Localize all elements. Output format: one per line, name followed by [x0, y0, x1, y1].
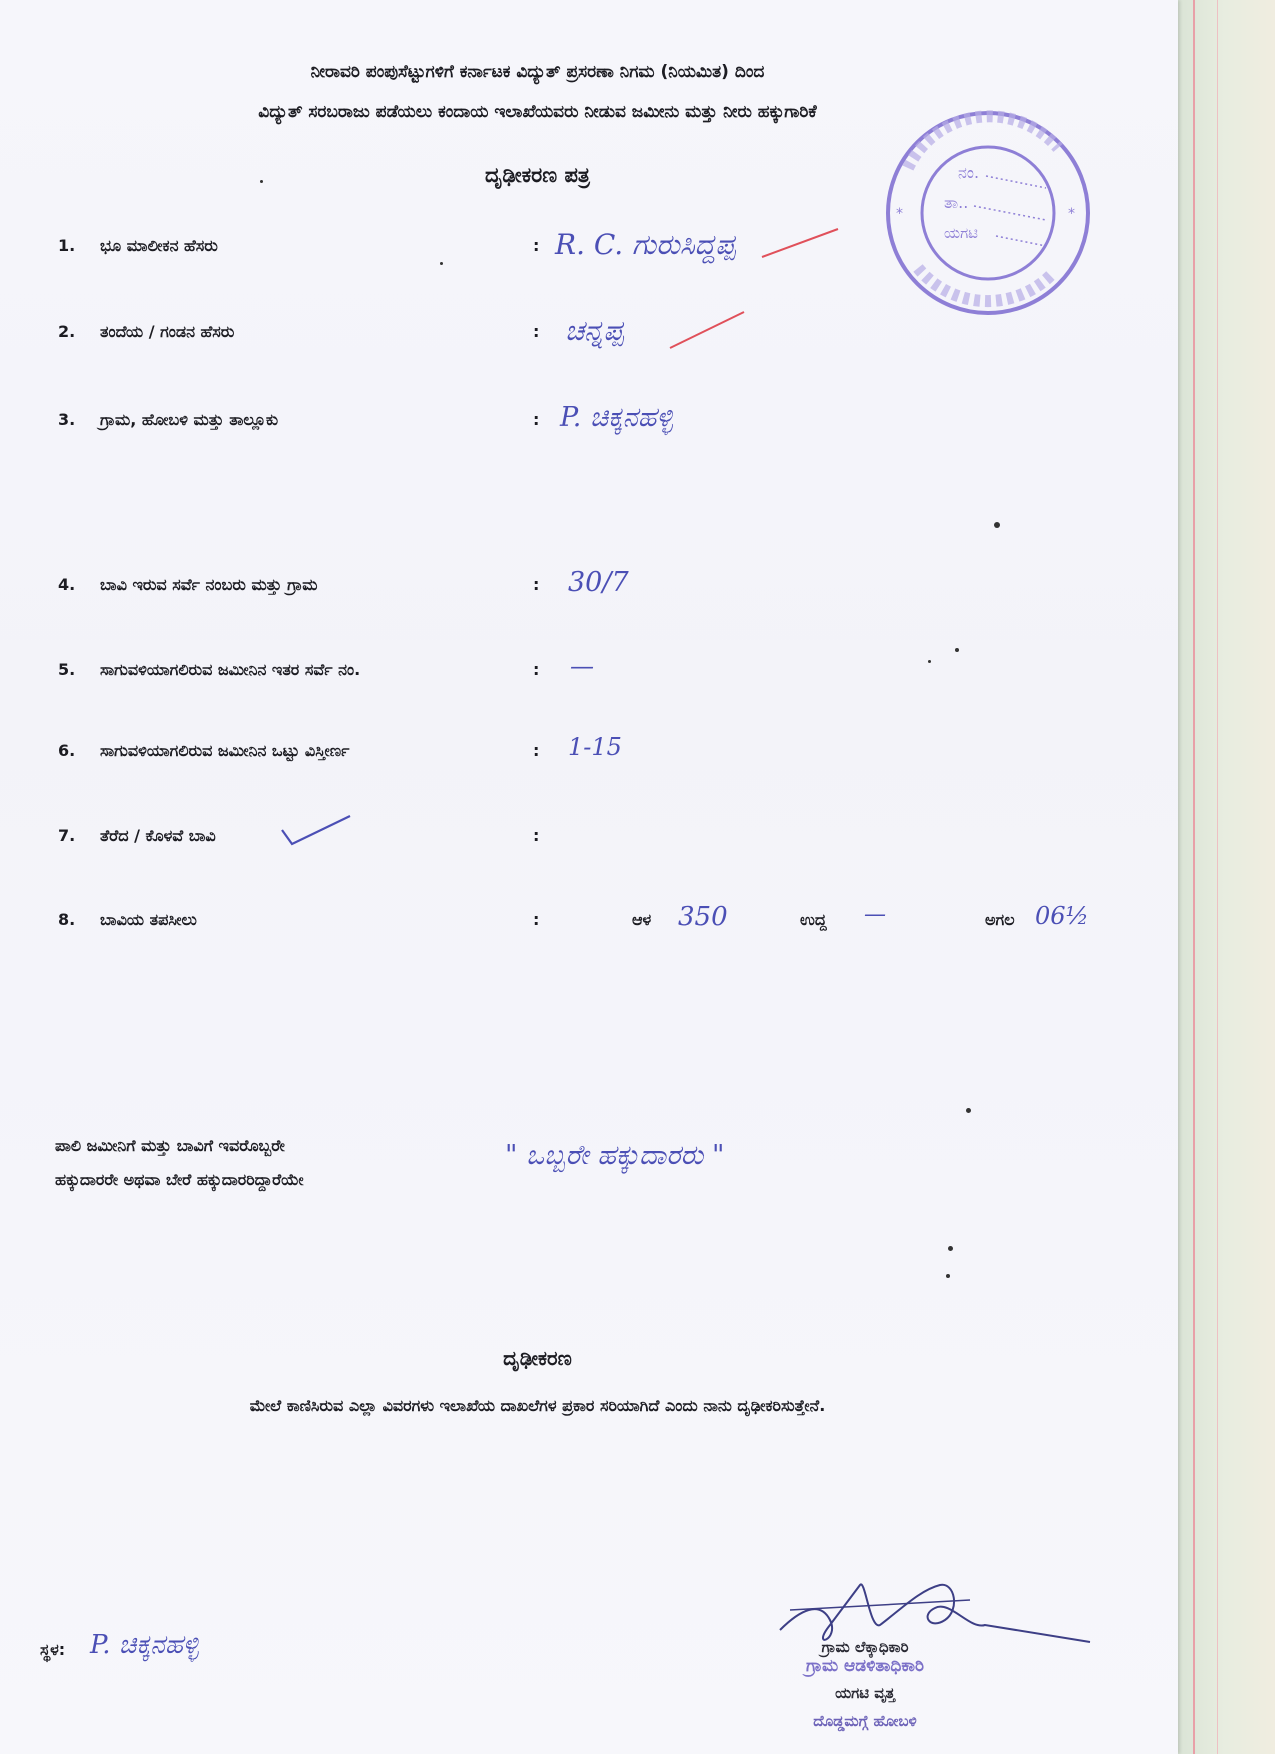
field-label: ತೆರೆದ / ಕೊಳವೆ ಬಾವಿ [100, 826, 216, 845]
place-label: ಸ್ಥಳ: [40, 1640, 66, 1659]
field-row-village [0, 402, 1178, 444]
place-value: P. ಚಿಕ್ಕನಹಳ್ಳಿ [90, 1630, 199, 1660]
field-label: ಭೂ ಮಾಲೀಕನ ಹೆಸರು [100, 236, 218, 255]
document-title: ದೃಢೀಕರಣ ಪತ್ರ [485, 163, 590, 187]
father-name-value: ಚನ್ನಪ್ಪ [565, 314, 624, 347]
svg-text:*: * [896, 206, 903, 222]
owner-name-value: R. C. ಗುರುಸಿದ್ದಪ್ಪ [555, 228, 736, 261]
field-label: ಬಾವಿಯ ತಪಸೀಲು [100, 910, 197, 929]
field-row-other-survey [0, 652, 1178, 694]
declaration-title: ದೃಢೀಕರಣ [503, 1346, 572, 1370]
field-colon: : [533, 660, 540, 679]
scan-speck [946, 1274, 950, 1278]
field-number: 6. [58, 741, 76, 760]
margin-line [1193, 0, 1195, 1754]
depth-value: 350 [678, 902, 728, 932]
scan-speck [260, 180, 263, 183]
field-row-survey-number [0, 567, 1178, 609]
field-number: 7. [58, 826, 76, 845]
field-label: ತಂದೆಯ / ಗಂಡನ ಹೆಸರು [100, 322, 235, 341]
official-circle: ಯಗಟಿ ವೃತ್ತ [835, 1684, 895, 1702]
declaration-text: ಮೇಲೆ ಕಾಣಿಸಿರುವ ಎಲ್ಲಾ ವಿವರಗಳು ಇಲಾಖೆಯ ದಾಖಲೆಗಳ ಪ್ರಕಾರ ಸರಿಯಾಗಿದೆ ಎಂದು ನಾನು ದೃಢೀಕರಿಸುತ್ತೇನೆ. [249, 1396, 826, 1415]
field-colon: : [533, 575, 540, 594]
survey-number-value: 30/7 [568, 567, 629, 598]
official-designation-line-1: ಗ್ರಾಮ ಲೆಕ್ಕಾಧಿಕಾರಿ [821, 1638, 909, 1656]
field-label: ಸಾಗುವಳಿಯಾಗಲಿರುವ ಜಮೀನಿನ ಇತರ ಸರ್ವೆ ನಂ. [100, 660, 361, 679]
field-number: 4. [58, 575, 76, 594]
ownership-question-line-2: ಹಕ್ಕುದಾರರೇ ಅಥವಾ ಬೇರೆ ಹಕ್ಕುದಾರರಿದ್ದಾರೆಯೇ [55, 1170, 304, 1189]
field-colon: : [533, 741, 540, 760]
field-row-total-area [0, 733, 1178, 775]
depth-label: ಆಳ [632, 910, 652, 929]
field-colon: : [533, 826, 540, 845]
length-value: — [864, 902, 886, 927]
field-label: ಬಾವಿ ಇರುವ ಸರ್ವೆ ನಂಬರು ಮತ್ತು ಗ್ರಾಮ [100, 575, 318, 594]
scan-speck [966, 1108, 971, 1113]
check-mark-icon [280, 812, 352, 850]
field-label: ಗ್ರಾಮ, ಹೋಬಳಿ ಮತ್ತು ತಾಲ್ಲೂಕು [100, 410, 279, 429]
village-value: P. ಚಿಕ್ಕನಹಳ್ಳಿ [560, 402, 673, 433]
scan-speck [928, 660, 931, 663]
field-number: 1. [58, 236, 76, 255]
width-label: ಅಗಲ [985, 910, 1015, 929]
stamp-text-no: ನಂ. [958, 163, 980, 182]
length-label: ಉದ್ದ [800, 910, 827, 929]
svg-text:*: * [1068, 206, 1075, 222]
background-folder [1175, 0, 1275, 1754]
red-tick-mark [760, 225, 840, 265]
scan-speck [955, 648, 959, 652]
header-line-1: ನೀರಾವರಿ ಪಂಪುಸೆಟ್ಟುಗಳಿಗೆ ಕರ್ನಾಟಕ ವಿದ್ಯುತ್ ಪ್ರಸರಣಾ ನಿಗಮ (ನಿಯಮಿತ) ದಿಂದ [310, 62, 765, 82]
official-hobli: ದೊಡ್ಡಮಗ್ಗೆ ಹೋಬಳಿ [813, 1712, 917, 1730]
total-area-value: 1-15 [568, 733, 622, 761]
scan-speck [948, 1246, 953, 1251]
official-designation-stamp: ಗ್ರಾಮ ಆಡಳಿತಾಧಿಕಾರಿ [806, 1656, 924, 1676]
field-colon: : [533, 910, 540, 929]
field-number: 3. [58, 410, 76, 429]
field-number: 5. [58, 660, 76, 679]
field-label: ಸಾಗುವಳಿಯಾಗಲಿರುವ ಜಮೀನಿನ ಒಟ್ಟು ವಿಸ್ತೀರ್ಣ [100, 741, 350, 760]
field-colon: : [533, 322, 540, 341]
stamp-text-taluk: ತಾ.. [944, 193, 969, 212]
scan-speck [440, 262, 443, 265]
margin-line [1217, 0, 1218, 1754]
other-survey-value: — [570, 652, 594, 680]
ownership-question-line-1: ಪಾಲಿ ಜಮೀನಿಗೆ ಮತ್ತು ಬಾವಿಗೆ ಇವರೊಬ್ಬರೇ [55, 1136, 285, 1155]
header-line-2: ವಿದ್ಯುತ್ ಸರಬರಾಜು ಪಡೆಯಲು ಕಂದಾಯ ಇಲಾಖೆಯವರು ನೀಡುವ ಜಮೀನು ಮತ್ತು ನೀರು ಹಕ್ಕುಗಾರಿಕೆ [258, 102, 817, 122]
red-tick-mark [668, 308, 748, 352]
field-colon: : [533, 410, 540, 429]
official-seal-stamp [878, 108, 1098, 318]
field-colon: : [533, 236, 540, 255]
field-row-well-type [0, 826, 1178, 860]
field-number: 8. [58, 910, 76, 929]
field-number: 2. [58, 322, 76, 341]
stamp-text-village: ಯಗಟಿ [944, 224, 978, 242]
field-row-well-details [0, 902, 1178, 944]
ownership-answer-value: " ಒಬ್ಬರೇ ಹಕ್ಕುದಾರರು " [505, 1140, 725, 1171]
scan-speck [994, 522, 1000, 528]
width-value: 06½ [1035, 902, 1089, 930]
field-row-father-name [0, 314, 1178, 356]
